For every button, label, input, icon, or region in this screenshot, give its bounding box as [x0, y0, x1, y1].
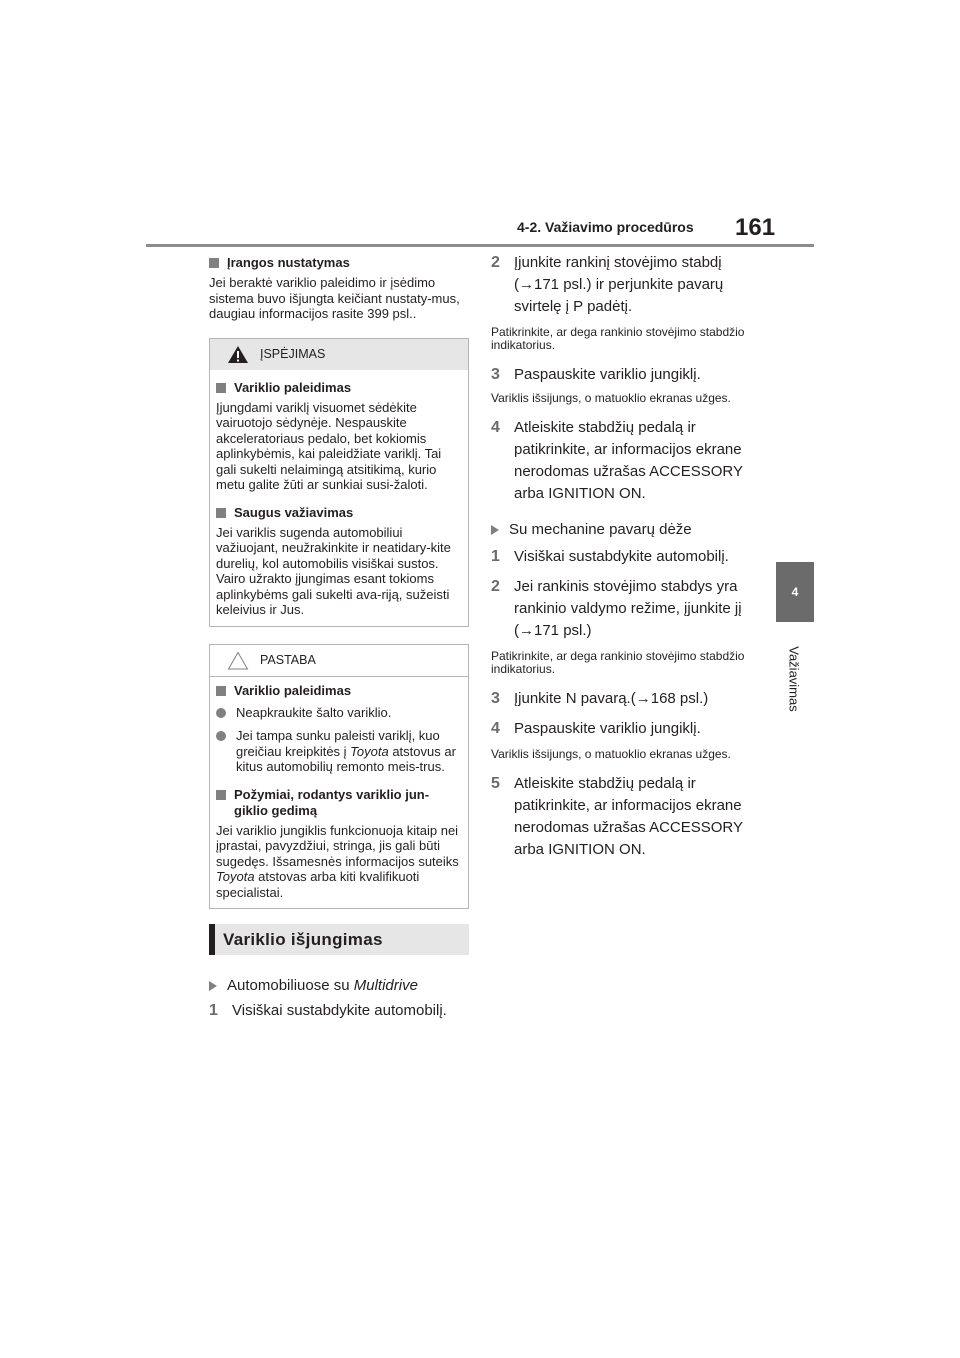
manual-step-2-note: Patikrinkite, ar dega rankinio stovėjimo stabdžio indikatorius. [491, 649, 745, 676]
multidrive-step-2-note: Patikrinkite, ar dega rankinio stovėjimo stabdžio indikatorius. [491, 325, 745, 352]
setup-text: Jei beraktė variklio paleidimo ir įsėdimo sistema buvo išjungta keičiant nustaty-mus, daugiau informacijos rasite 399 psl.. [209, 275, 460, 321]
square-bullet-icon [216, 790, 226, 800]
manual-step-5: 5 Atleiskite stabdžių pedalą ir patikrinkite, ar informacijos ekrane nerodomas užrašas ACCESSORY arba IGNITION ON. [491, 775, 743, 858]
warning-heading-safe: Saugus važiavimas [216, 505, 462, 521]
header-divider [146, 244, 814, 247]
chapter-label: Važiavimas [786, 646, 802, 712]
multidrive-step-2: 2 Įjunkite rankinį stovėjimo stabdį (→171 psl.) ir perjunkite pavarų svirtelę į P padėtį. [491, 254, 724, 315]
warning-title: ĮSPĖJIMAS [260, 346, 326, 361]
warning-icon [227, 345, 249, 364]
square-bullet-icon [209, 258, 219, 268]
chapter-number: 4 [791, 585, 799, 599]
manual-step-2: 2 Jei rankinis stovėjimo stabdys yra rankinio valdymo režime, įjunkite jį (→171 psl.) [491, 578, 742, 639]
right-column [491, 252, 757, 861]
setup-heading: Įrangos nustatymas [209, 255, 469, 271]
note-title: PASTABA [260, 652, 316, 667]
warning-box-body [210, 370, 468, 626]
note-heading-start: Variklio paleidimas [216, 683, 462, 699]
manual-step-4-note: Variklis išsijungs, o matuoklio ekranas užges. [491, 747, 731, 761]
round-bullet-icon [216, 708, 226, 718]
warning-text-start: Įjungdami variklį visuomet sėdėkite vairuotojo sėdynėje. Nespauskite akceleratoriaus pedalo, bet kokiomis aplinkybėmis, kai paleidžiate variklį. Tai gali sukelti nelaimingą atsitikimą, kurio metu galite žūti ar sunkiai susi-žaloti. [216, 399, 442, 492]
note-text-fault: Jei variklio jungiklis funkcionuoja kitaip nei įprastai, pavyzdžiui, stringa, jis gali būti sugedęs. Išsamesnės informacijos suteiks Toyota atstovas arba kiti kvalifikuoti specialistai. [216, 822, 459, 900]
note-heading-fault: Požymiai, rodantys variklio jun-giklio gedimą [216, 787, 462, 819]
manual-label: Su mechanine pavarų dėže [491, 519, 757, 540]
multidrive-step-3-note: Variklis išsijungs, o matuoklio ekranas užges. [491, 391, 731, 405]
warning-heading-start: Variklio paleidimas [216, 380, 462, 396]
square-bullet-icon [216, 686, 226, 696]
square-bullet-icon [216, 383, 226, 393]
manual-step-4: 4 Paspauskite variklio jungiklį. [491, 720, 701, 737]
chapter-label-wrapper [779, 634, 809, 724]
round-bullet-icon [216, 731, 226, 741]
note-box [209, 644, 469, 910]
manual-step-3: 3 Įjunkite N pavarą.(→168 psl.) [491, 690, 709, 707]
multidrive-step-3: 3 Paspauskite variklio jungiklį. [491, 366, 701, 383]
section-heading: Variklio išjungimas [223, 929, 383, 949]
multidrive-step-4: 4 Atleiskite stabdžių pedalą ir patikrinkite, ar informacijos ekrane nerodomas užrašas ACCESSORY arba IGNITION ON. [491, 419, 743, 502]
square-bullet-icon [216, 508, 226, 518]
note-bullet-hard-start: Jei tampa sunku paleisti variklį, kuo greičiau kreipkitės į Toyota atstovus ar kitus automobilių remonto meis-trus. [216, 728, 462, 775]
warning-text-safe: Jei variklis sugenda automobiliui važiuojant, neužrakinkite ir neatidary-kite durelių, kol automobilis visiškai sustos. Vairo užrakto įjungimas esant tokioms aplinkybėms gali sukelti ava-riją, sužeisti keleivius ir Jus. [216, 524, 451, 617]
multidrive-step-1: 1 Visiškai sustabdykite automobilį. [209, 1002, 447, 1019]
page-number: 161 [735, 214, 776, 241]
arrow-bullet-icon [491, 525, 499, 535]
note-bullet-cold: Neapkraukite šalto variklio. [216, 705, 462, 721]
caution-outline-icon [227, 651, 249, 670]
chapter-tab [776, 562, 814, 622]
manual-step-1: 1 Visiškai sustabdykite automobilį. [491, 548, 729, 565]
arrow-bullet-icon [209, 981, 217, 991]
multidrive-label: Automobiliuose su Multidrive [209, 975, 469, 996]
left-column [209, 255, 469, 1022]
warning-box-header [210, 339, 468, 370]
note-box-body [210, 677, 468, 909]
note-box-header [210, 645, 468, 676]
section-title: 4-2. Važiavimo procedūros [517, 219, 694, 235]
warning-box [209, 338, 469, 627]
section-heading-bar [209, 924, 469, 955]
